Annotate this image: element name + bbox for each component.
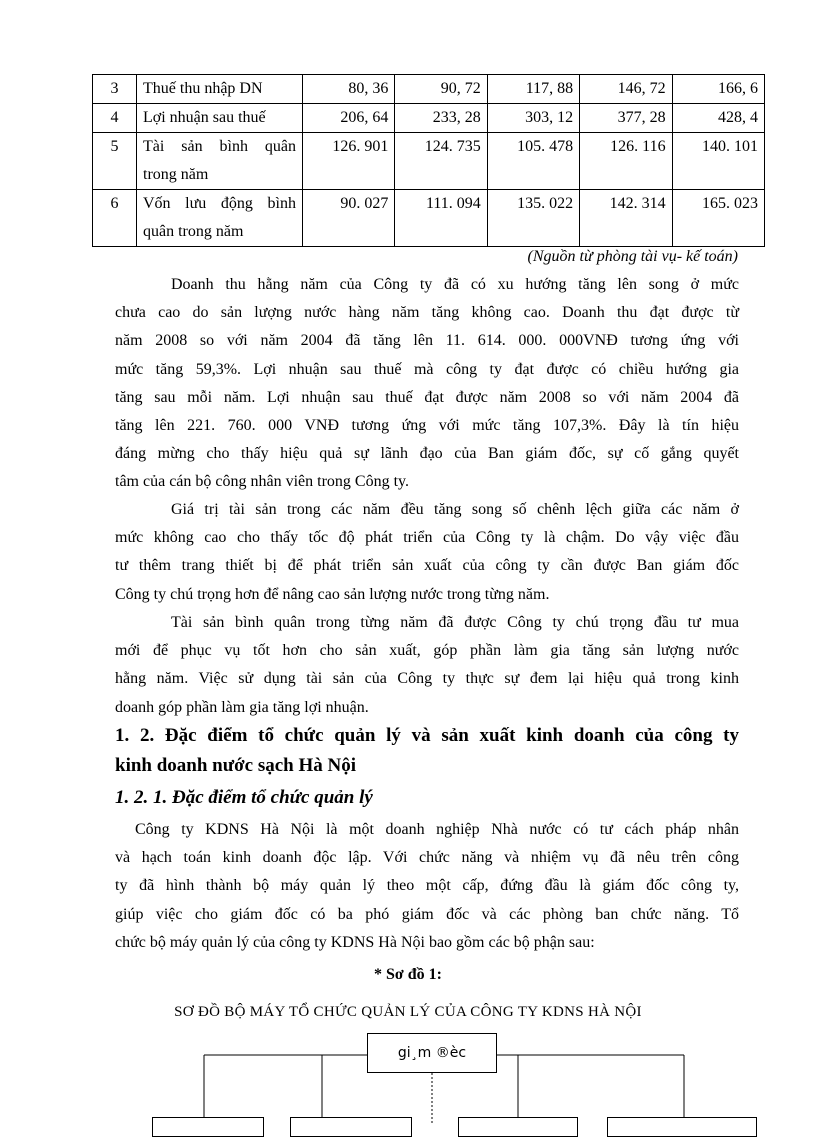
row-stt: 4 [93, 104, 137, 133]
row-value: 146, 72 [580, 75, 672, 104]
row-value: 80, 36 [303, 75, 395, 104]
paragraph-revenue [115, 271, 739, 497]
table-row [93, 190, 765, 247]
row-value: 90, 72 [395, 75, 487, 104]
paragraph-line: mức không cao cho thấy tốc độ phát triển của Công ty là chậm. Do vậy việc đầu [115, 529, 739, 547]
row-item [137, 133, 303, 190]
paragraph-line: và hạch toán kinh doanh độc lập. Với chức năng và nhiệm vụ đã nêu trên công [115, 849, 739, 867]
section-heading [115, 721, 739, 781]
row-stt: 6 [93, 190, 137, 247]
paragraph-line: ty đã hình thành bộ máy quản lý theo một cấp, đứng đầu là giám đốc công ty, [115, 877, 739, 895]
row-value: 165. 023 [672, 190, 764, 247]
row-item: Thuế thu nhập DN [137, 75, 303, 104]
paragraph-line: chức bộ máy quản lý của công ty KDNS Hà Nội bao gồm các bộ phận sau: [115, 933, 595, 951]
row-value: 377, 28 [580, 104, 672, 133]
org-box [152, 1117, 264, 1137]
paragraph-line: tăng lên 221. 760. 000 VNĐ tương ứng với mức tăng 107,3%. Đây là tín hiệu [115, 417, 739, 435]
financial-table [92, 74, 765, 247]
diagram-title: SƠ ĐỒ BỘ MÁY TỔ CHỨC QUẢN LÝ CỦA CÔNG TY KDNS HÀ NỘI [174, 1004, 642, 1020]
subsection-heading: 1. 2. 1. Đặc điểm tổ chức quản lý [115, 787, 373, 808]
paragraph-line: hằng năm. Việc sử dụng tài sản của Công ty thực sự đem lại hiệu quả trong kinh [115, 670, 739, 688]
row-value: 428, 4 [672, 104, 764, 133]
row-item [137, 190, 303, 247]
paragraph-line: Công ty chú trọng hơn để nâng cao sản lượng nước trong từng năm. [115, 585, 550, 603]
paragraph-line: doanh góp phần làm gia tăng lợi nhuận. [115, 698, 369, 716]
paragraph-line: Công ty KDNS Hà Nội là một doanh nghiệp Nhà nước có tư cách pháp nhân [135, 821, 739, 838]
row-item-line: Tài sản bình quân [143, 138, 296, 155]
table-row [93, 75, 765, 104]
paragraph-organization [115, 816, 739, 957]
row-value: 206, 64 [303, 104, 395, 133]
row-value: 135. 022 [487, 190, 579, 247]
paragraph-line: tâm của cán bộ công nhân viên trong Công ty. [115, 473, 409, 491]
paragraph-line: tư thêm trang thiết bị để phát triển sản xuất của công ty cần được Ban giám đốc [115, 557, 739, 575]
row-item-line: trong năm [143, 166, 209, 183]
row-value: 303, 12 [487, 104, 579, 133]
paragraph-line: tăng sau mỗi năm. Lợi nhuận sau thuế đạt được năm 2008 so với năm 2004 đã [115, 388, 739, 406]
row-value: 90. 027 [303, 190, 395, 247]
row-value: 140. 101 [672, 133, 764, 190]
paragraph-line: năm 2008 so với năm 2004 đã tăng lên 11. 614. 000. 000VNĐ tương ứng với [115, 332, 739, 350]
paragraph-line: Doanh thu hằng năm của Công ty đã có xu hướng tăng lên song ở mức [171, 276, 739, 293]
diagram-label: * Sơ đồ 1: [374, 966, 442, 983]
paragraph-line: chưa cao do sản lượng nước hàng năm tăng không cao. Doanh thu đạt được từ [115, 304, 739, 322]
row-value: 126. 901 [303, 133, 395, 190]
org-box [607, 1117, 757, 1137]
row-value: 233, 28 [395, 104, 487, 133]
row-value: 105. 478 [487, 133, 579, 190]
row-value: 126. 116 [580, 133, 672, 190]
heading-line: kinh doanh nước sạch Hà Nội [115, 755, 357, 776]
org-box-director: gi¸m ®èc [367, 1033, 497, 1073]
paragraph-line: Tài sản bình quân trong từng năm đã được Công ty chú trọng đầu tư mua [171, 614, 739, 631]
row-value: 166, 6 [672, 75, 764, 104]
row-value: 117, 88 [487, 75, 579, 104]
paragraph-line: mới để phục vụ tốt hơn cho sản xuất, góp phần làm gia tăng sản lượng nước [115, 642, 739, 660]
table-row [93, 104, 765, 133]
row-item-line: Vốn lưu động bình [143, 195, 296, 212]
heading-line: 1. 2. Đặc điểm tổ chức quản lý và sản xuất kinh doanh của công ty [115, 725, 739, 746]
row-value: 142. 314 [580, 190, 672, 247]
paragraph-line: mức tăng 59,3%. Lợi nhuận sau thuế mà công ty đạt được có chiều hướng gia [115, 360, 739, 378]
paragraph-assets [115, 496, 739, 609]
row-stt: 3 [93, 75, 137, 104]
source-note: (Nguồn từ phòng tài vụ- kế toán) [527, 248, 738, 265]
paragraph-line: Giá trị tài sản trong các năm đều tăng song số chênh lệch giữa các năm ở [171, 501, 739, 518]
org-box [458, 1117, 578, 1137]
paragraph-average-assets [115, 609, 739, 722]
row-item-line: quân trong năm [143, 223, 244, 240]
table-row [93, 133, 765, 190]
row-stt: 5 [93, 133, 137, 190]
org-box [290, 1117, 412, 1137]
paragraph-line: giúp việc cho giám đốc có ba phó giám đốc và các phòng ban chức năng. Tổ [115, 905, 739, 923]
row-item: Lợi nhuận sau thuế [137, 104, 303, 133]
row-value: 111. 094 [395, 190, 487, 247]
row-value: 124. 735 [395, 133, 487, 190]
paragraph-line: đáng mừng cho thấy hiệu quả sự lãnh đạo của Ban giám đốc, sự cố gắng quyết [115, 445, 739, 463]
